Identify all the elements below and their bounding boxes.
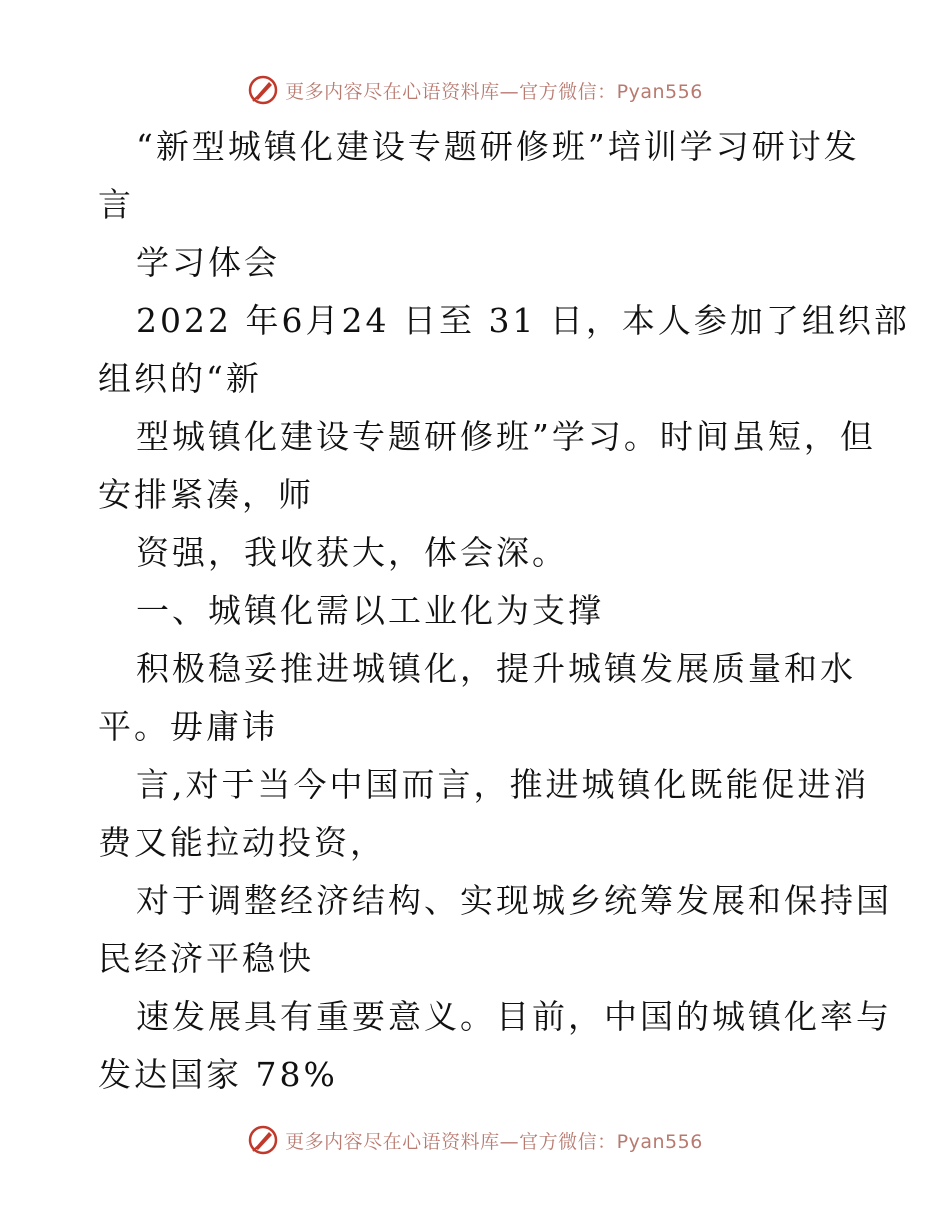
header-banner [0,70,950,110]
quill-seal-icon [247,1124,279,1156]
text-line: 民经济平稳快 [98,939,314,978]
text-line: 对于调整经济结构、实现城乡统筹发展和保持国 [136,881,892,920]
text-line: 积极稳妥推进城镇化，提升城镇发展质量和水 [136,649,856,688]
text-line: 速发展具有重要意义。目前，中国的城镇化率与 [136,997,892,1036]
footer-banner [0,1120,950,1160]
text-line: 言 [98,185,134,224]
text-line: 费又能拉动投资， [98,823,386,862]
text-line: 平。毋庸讳 [98,707,278,746]
text-line: 发达国家 78% [98,1055,338,1094]
quill-seal-icon [247,74,279,106]
text-line: 组织的“新 [98,359,262,398]
text-line: 言,对于当今中国而言，推进城镇化既能促进消 [136,765,870,804]
text-line: “新型城镇化建设专题研修班”培训学习研讨发 [136,127,860,166]
text-line: 型城镇化建设专题研修班”学习。时间虽短，但 [136,417,876,456]
text-line: 2022 年6月24 日至 31 日，本人参加了组织部 [136,301,910,340]
text-line: 一、城镇化需以工业化为支撑 [136,591,604,630]
document-body [98,118,910,1104]
text-line: 资强，我收获大，体会深。 [136,533,568,572]
text-line: 学习体会 [136,243,280,282]
banner-text: 更多内容尽在心语资料库—官方微信：Pyan556 [285,80,703,103]
banner-text: 更多内容尽在心语资料库—官方微信：Pyan556 [285,1130,703,1153]
text-line: 安排紧凑，师 [98,475,314,514]
